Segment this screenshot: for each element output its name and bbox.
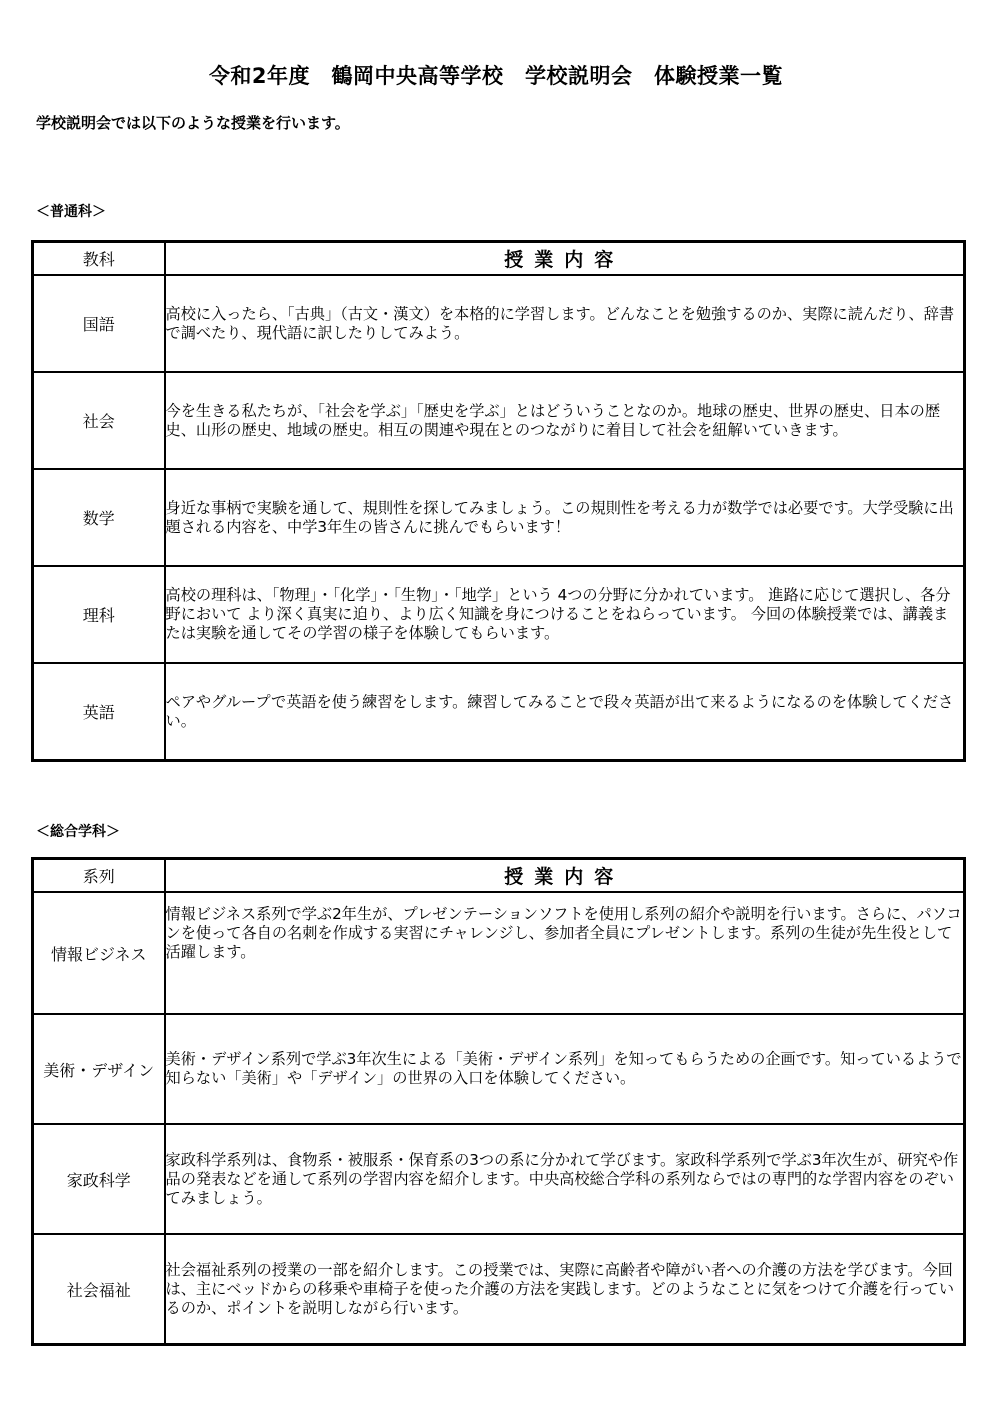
header-content: 授業内容	[165, 859, 965, 893]
table-row	[33, 1014, 965, 1124]
table-row	[33, 275, 965, 372]
subject-cell: 家政科学	[33, 1124, 165, 1234]
content-cell: 身近な事柄で実験を通して、規則性を探してみましょう。この規則性を考える力が数学では必要です。大学受験に出題される内容を、中学3年生の皆さんに挑んでもらいます！	[165, 469, 965, 566]
subject-cell: 社会福祉	[33, 1234, 165, 1345]
subject-cell: 英語	[33, 663, 165, 761]
section-label-general: ＜普通科＞	[36, 204, 106, 220]
subject-cell: 情報ビジネス	[33, 892, 165, 1014]
content-cell: 高校に入ったら、「古典」（古文・漢文）を本格的に学習します。どんなことを勉強するのか、実際に読んだり、辞書で調べたり、現代語に訳したりしてみよう。	[165, 275, 965, 372]
content-cell: 美術・デザイン系列で学ぶ3年次生による「美術・デザイン系列」を知ってもらうための企画です。知っているようで知らない「美術」や「デザイン」の世界の入口を体験してください。	[165, 1014, 965, 1124]
content-cell: ペアやグループで英語を使う練習をします。練習してみることで段々英語が出て来るようになるのを体験してください。	[165, 663, 965, 761]
page-title: 令和2年度 鶴岡中央高等学校 学校説明会 体験授業一覧	[208, 64, 784, 88]
table-row	[33, 663, 965, 761]
subject-cell: 美術・デザイン	[33, 1014, 165, 1124]
section-label-integrated: ＜総合学科＞	[36, 824, 120, 840]
content-cell: 社会福祉系列の授業の一部を紹介します。この授業では、実際に高齢者や障がい者への介護の方法を学びます。今回は、主にベッドからの移乗や車椅子を使った介護の方法を実践します。どのようなことに気をつけて介護を行っているのか、ポイントを説明しながら行います。	[165, 1234, 965, 1345]
table-row	[33, 1234, 965, 1345]
integrated-course-table	[31, 857, 966, 1346]
general-course-table	[31, 240, 966, 762]
header-subject: 系列	[33, 859, 165, 893]
table-row	[33, 1124, 965, 1234]
subject-cell: 数学	[33, 469, 165, 566]
table-header-row	[33, 242, 965, 276]
subject-cell: 理科	[33, 566, 165, 663]
header-subject: 教科	[33, 242, 165, 276]
table-row	[33, 469, 965, 566]
content-cell: 今を生きる私たちが、「社会を学ぶ」「歴史を学ぶ」とはどういうことなのか。地球の歴史、世界の歴史、日本の歴史、山形の歴史、地域の歴史。相互の関連や現在とのつながりに着目して社会を紐解いていきます。	[165, 372, 965, 469]
subject-cell: 国語	[33, 275, 165, 372]
content-cell: 高校の理科は、「物理」・「化学」・「生物」・「地学」という 4つの分野に分かれています。 進路に応じて選択し、各分野において より深く真実に迫り、より広く知識を身につけることをねらっています。 今回の体験授業では、講義または実験を通してその学習の様子を体験してもらいます。	[165, 566, 965, 663]
table-row	[33, 372, 965, 469]
table-row	[33, 892, 965, 1014]
content-cell: 家政科学系列は、食物系・被服系・保育系の3つの系に分かれて学びます。家政科学系列で学ぶ3年次生が、研究や作品の発表などを通して系列の学習内容を紹介します。中央高校総合学科の系列ならではの専門的な学習内容をのぞいてみましょう。	[165, 1124, 965, 1234]
header-content: 授業内容	[165, 242, 965, 276]
table-header-row	[33, 859, 965, 893]
content-cell: 情報ビジネス系列で学ぶ2年生が、プレゼンテーションソフトを使用し系列の紹介や説明を行います。さらに、パソコンを使って各自の名刺を作成する実習にチャレンジし、参加者全員にプレゼントします。系列の生徒が先生役として活躍します。	[165, 892, 965, 1014]
intro-text: 学校説明会では以下のような授業を行います。	[36, 114, 350, 132]
subject-cell: 社会	[33, 372, 165, 469]
table-row	[33, 566, 965, 663]
